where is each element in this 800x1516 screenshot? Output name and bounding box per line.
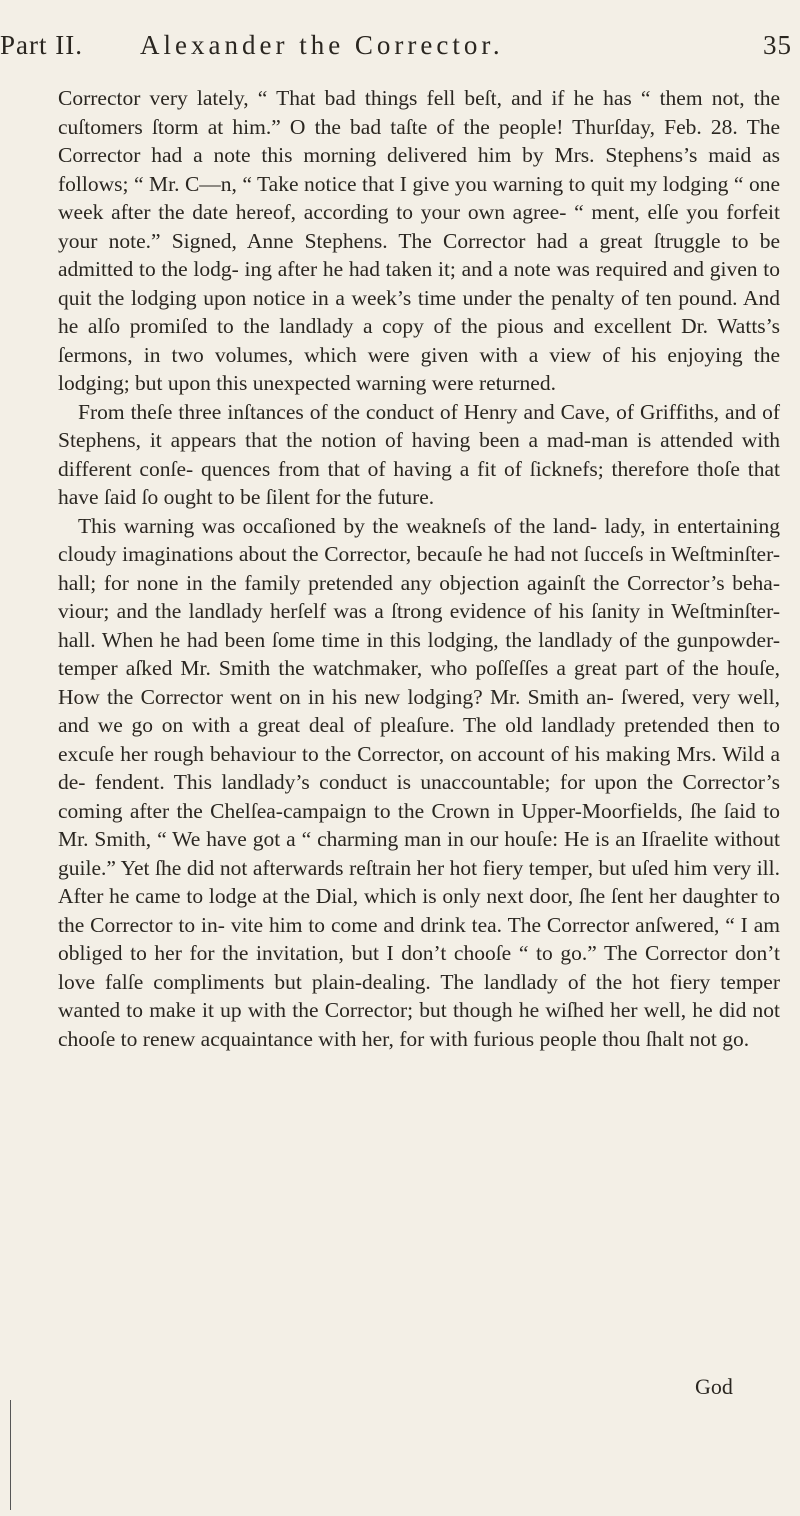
- paragraph-3: This warning was occaſioned by the weakneſs of the land- lady, in entertaining cloudy imaginations about the Corrector, becauſe he had not ſucceſs in Weſtminſter-hall; for none in the family pretended any objection againſt the Corrector’s beha- viour; and the landlady herſelf was a ſtrong evidence of his ſanity in Weſtminſter-hall. When he had been ſome time in this lodging, the landlady of the gunpowder-temper aſked Mr. Smith the watchmaker, who poſſeſſes a great part of the houſe, How the Corrector went on in his new lodging? Mr. Smith an- ſwered, very well, and we go on with a great deal of pleaſure. The old landlady pretended then to excuſe her rough behaviour to the Corrector, on account of his making Mrs. Wild a de- fendent. This landlady’s conduct is unaccountable; for upon the Corrector’s coming after the Chelſea-campaign to the Crown in Upper-Moorfields, ſhe ſaid to Mr. Smith, “ We have got a “ charming man in our houſe: He is an Iſraelite without guile.” Yet ſhe did not afterwards reſtrain her hot fiery temper, but uſed him very ill. After he came to lodge at the Dial, which is only next door, ſhe ſent her daughter to the Corrector to in- vite him to come and drink tea. The Corrector anſwered, “ I am obliged to her for the invitation, but I don’t chooſe “ to go.” The Corrector don’t love falſe compliments but plain-dealing. The landlady of the hot fiery temper wanted to make it up with the Corrector; but though he wiſhed her well, he did not chooſe to renew acquaintance with her, for with furious people thou ſhalt not go.: [58, 513, 780, 1051]
- catchword: God: [695, 1374, 733, 1399]
- running-title: Alexander the Corrector.: [140, 30, 504, 60]
- running-header: [0, 30, 792, 70]
- paragraph-1: Corrector very lately, “ That bad things fell beſt, and if he has “ them not, the cuſtomers ſtorm at him.” O the bad taſte of the people! Thurſday, Feb. 28. The Corrector had a note this morning delivered him by Mrs. Stephens’s maid as follows; “ Mr. C—n, “ Take notice that I give you warning to quit my lodging “ one week after the date hereof, according to your own agree- “ ment, elſe you forfeit your note.” Signed, Anne Stephens. The Corrector had a great ſtruggle to be admitted to the lodg- ing after he had taken it; and a note was required and given to quit the lodging upon notice in a week’s time under the penalty of ten pound. And he alſo promiſed to the landlady a copy of the pious and excellent Dr. Watts’s ſermons, in two volumes, which were given with a view of his enjoying the lodging; but upon this unexpected warning were returned.: [58, 86, 780, 395]
- body-text: [58, 84, 780, 1053]
- part-label: Part II.: [0, 30, 83, 60]
- paragraph-2: From theſe three inſtances of the conduct of Henry and Cave, of Griffiths, and of Stephens, it appears that the notion of having been a mad-man is attended with different conſe- quences from that of having a fit of ſicknefs; therefore thoſe that have ſaid ſo ought to be ſilent for the future.: [58, 399, 780, 509]
- page-edge-line: [10, 1400, 11, 1510]
- page-number: 35: [763, 30, 792, 60]
